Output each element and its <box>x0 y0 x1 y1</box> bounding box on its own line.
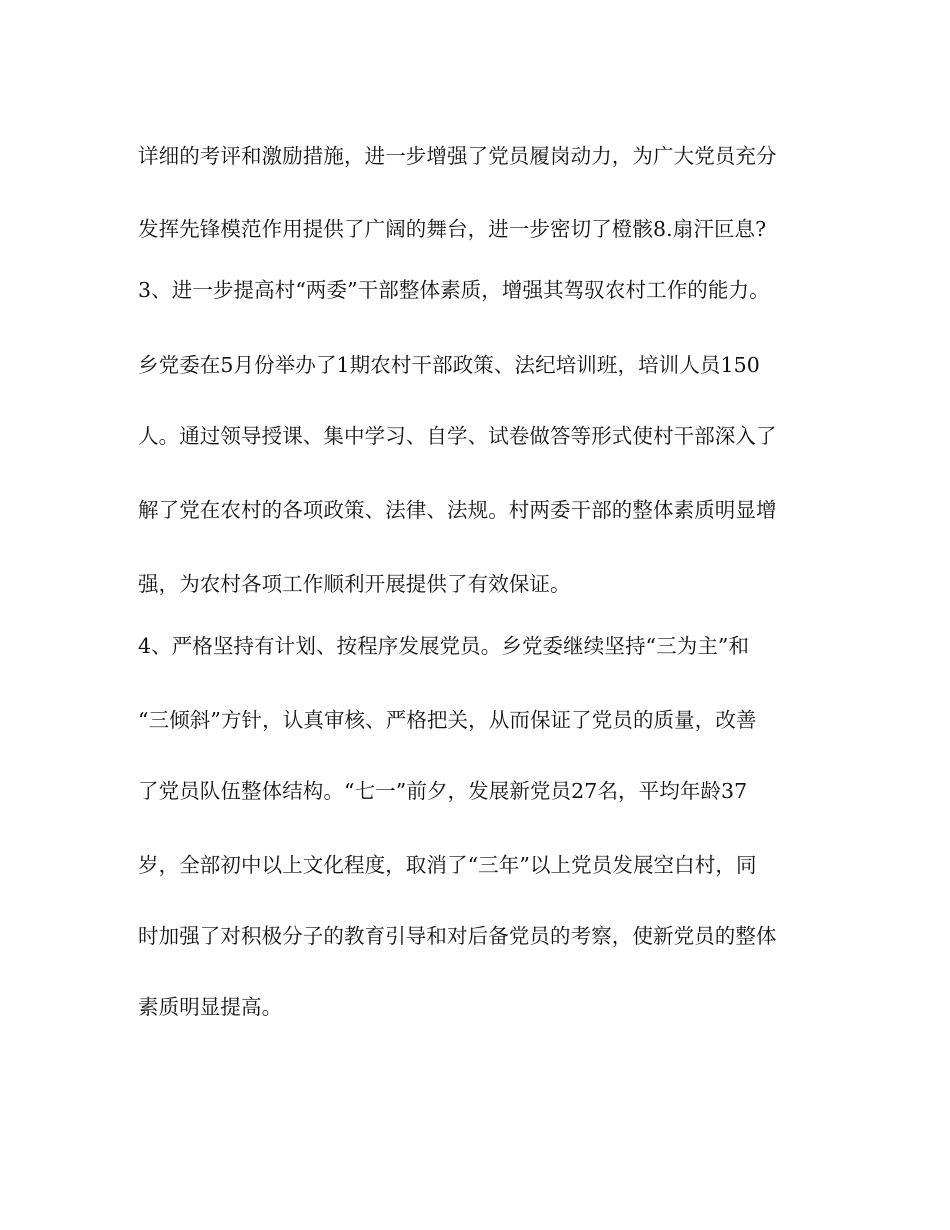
text-line: 人。通过领导授课、集中学习、自学、试卷做答等形式使村干部深入了 <box>138 424 777 448</box>
text-line: 详细的考评和激励措施，进一步增强了党员履岗动力，为广大党员充分 <box>138 144 777 168</box>
text-line: 3、进一步提高村“两委”干部整体素质，增强其驾驭农村工作的能力。 <box>138 278 770 302</box>
text-line: 发挥先锋模范作用提供了广阔的舞台，进一步密切了橙骸8.扇汗叵息? <box>138 217 767 241</box>
text-line: 岁，全部初中以上文化程度，取消了“三年”以上党员发展空白村，同 <box>138 853 757 877</box>
text-line: “三倾斜”方针，认真审核、严格把关，从而保证了党员的质量，改善 <box>138 708 757 732</box>
text-line: 乡党委在5月份举办了1期农村干部政策、法纪培训班，培训人员150 <box>138 353 760 377</box>
text-line: 素质明显提高。 <box>138 995 283 1019</box>
text-line: 时加强了对积极分子的教育引导和对后备党员的考察，使新党员的整体 <box>138 924 777 948</box>
text-line: 解了党在农村的各项政策、法律、法规。村两委干部的整体素质明显增 <box>138 498 777 522</box>
text-line: 4、严格坚持有计划、按程序发展党员。乡党委继续坚持“三为主”和 <box>138 634 750 658</box>
text-line: 强，为农村各项工作顺利开展提供了有效保证。 <box>138 572 571 596</box>
text-line: 了党员队伍整体结构。“七一”前夕，发展新党员27名，平均年龄37 <box>138 779 748 803</box>
